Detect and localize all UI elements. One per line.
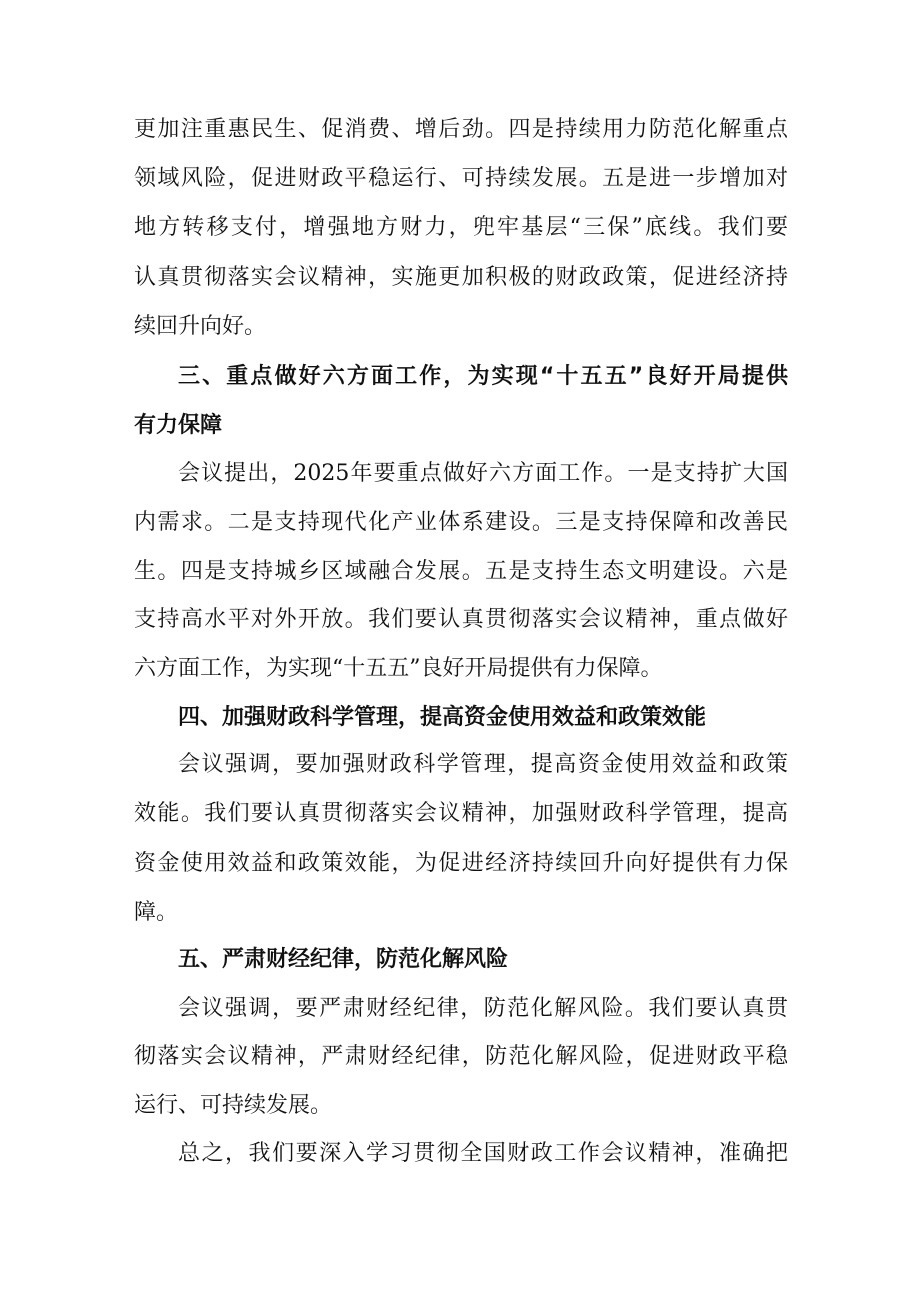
body-line: 地方转移支付，增强地方财力，兜牢基层“三保”底线。我们要 <box>134 215 788 240</box>
body-line: 障。 <box>134 900 179 925</box>
section-heading-5: 五、严肃财经纪律，防范化解风险 <box>178 947 509 972</box>
body-line: 更加注重惠民生、促消费、增后劲。四是持续用力防范化解重点 <box>134 117 788 142</box>
body-line: 生。四是支持城乡区域融合发展。五是支持生态文明建设。六是 <box>134 559 788 584</box>
body-line: 认真贯彻落实会议精神，实施更加积极的财政政策，促进经济持 <box>134 265 788 290</box>
body-line: 续回升向好。 <box>134 314 267 339</box>
body-line: 内需求。二是支持现代化产业体系建设。三是支持保障和改善民 <box>134 510 788 535</box>
section-heading-3: 三、重点做好六方面工作，为实现“十五五”良好开局提供 <box>178 364 788 389</box>
body-line: 运行、可持续发展。 <box>134 1093 333 1118</box>
body-line: 会议提出，2025年要重点做好六方面工作。一是支持扩大国 <box>178 461 788 486</box>
body-line: 资金使用效益和政策效能，为促进经济持续回升向好提供有力保 <box>134 851 788 876</box>
body-line: 支持高水平对外开放。我们要认真贯彻落实会议精神，重点做好 <box>134 607 788 632</box>
section-heading-4: 四、加强财政科学管理，提高资金使用效益和政策效能 <box>178 705 707 730</box>
body-line: 领域风险，促进财政平稳运行、可持续发展。五是进一步增加对 <box>134 166 788 191</box>
body-line: 总之，我们要深入学习贯彻全国财政工作会议精神，准确把 <box>178 1141 788 1166</box>
body-line: 会议强调，要严肃财经纪律，防范化解风险。我们要认真贯 <box>178 996 788 1021</box>
body-line: 六方面工作，为实现“十五五”良好开局提供有力保障。 <box>134 656 663 681</box>
body-line: 彻落实会议精神，严肃财经纪律，防范化解风险，促进财政平稳 <box>134 1044 788 1069</box>
body-line: 会议强调，要加强财政科学管理，提高资金使用效益和政策 <box>178 752 788 777</box>
body-line: 效能。我们要认真贯彻落实会议精神，加强财政科学管理，提高 <box>134 801 788 826</box>
section-heading-3-continued: 有力保障 <box>134 413 223 438</box>
